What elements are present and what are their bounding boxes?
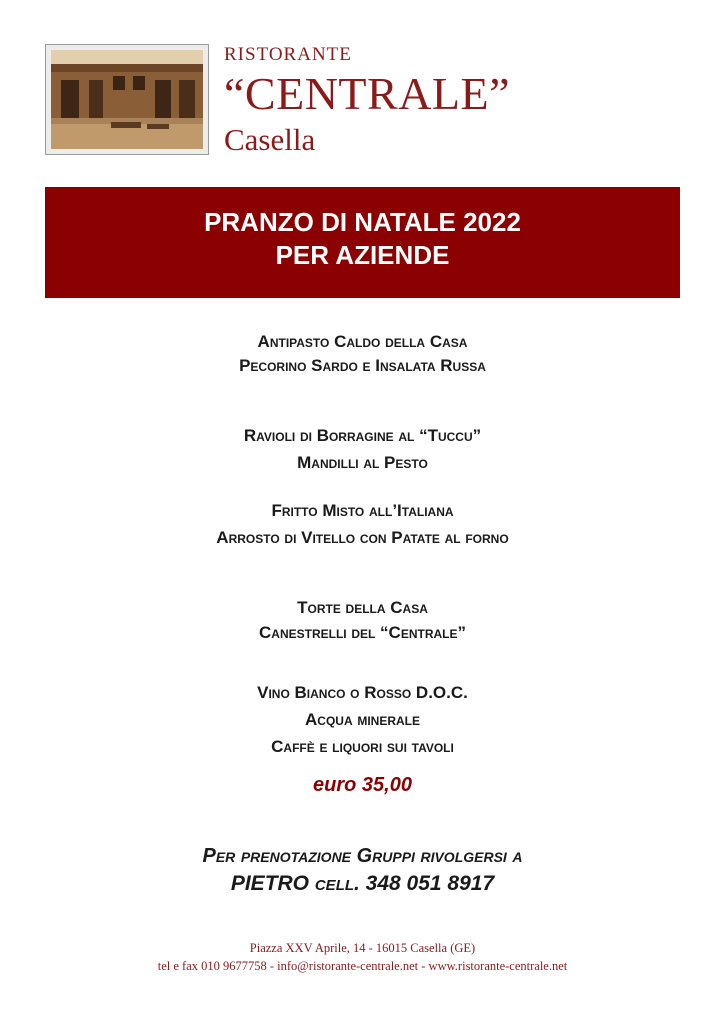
brand-town: Casella (224, 122, 316, 157)
menu-item: Arrosto di Vitello con Patate al forno (216, 528, 509, 547)
menu-item: Fritto Misto all’Italiana (271, 501, 454, 520)
restaurant-photo (51, 50, 203, 149)
menu-item: Pecorino Sardo e Insalata Russa (239, 356, 486, 375)
menu-item: Torte della Casa (297, 598, 428, 617)
footer-contacts: tel e fax 010 9677758 - info@ristorante-centrale.net - www.ristorante-centrale.net (157, 959, 568, 973)
menu-item: Canestrelli del “Centrale” (259, 623, 466, 642)
restaurant-photo-frame (45, 44, 209, 155)
brand-name: “CENTRALE” (224, 68, 511, 119)
title-banner (45, 187, 680, 298)
menu-item: Acqua minerale (305, 710, 420, 729)
booking-contact: PIETRO cell. 348 051 8917 (230, 872, 495, 895)
menu-item: Antipasto Caldo della Casa (257, 332, 468, 351)
menu-price: euro 35,00 (313, 774, 412, 796)
menu-item: Mandilli al Pesto (297, 453, 428, 472)
brand-ristorante-label: RISTORANTE (224, 44, 352, 65)
footer-address: Piazza XXV Aprile, 14 - 16015 Casella (GE) (249, 941, 476, 955)
booking-info: Per prenotazione Gruppi rivolgersi a (202, 845, 523, 867)
banner-title-line-1: PRANZO DI NATALE 2022 (204, 207, 521, 237)
menu-item: Vino Bianco o Rosso D.O.C. (257, 683, 468, 702)
banner-title-line-2: PER AZIENDE (275, 240, 450, 270)
menu-item: Caffè e liquori sui tavoli (271, 737, 454, 756)
menu-item: Ravioli di Borragine al “Tuccu” (243, 426, 482, 445)
